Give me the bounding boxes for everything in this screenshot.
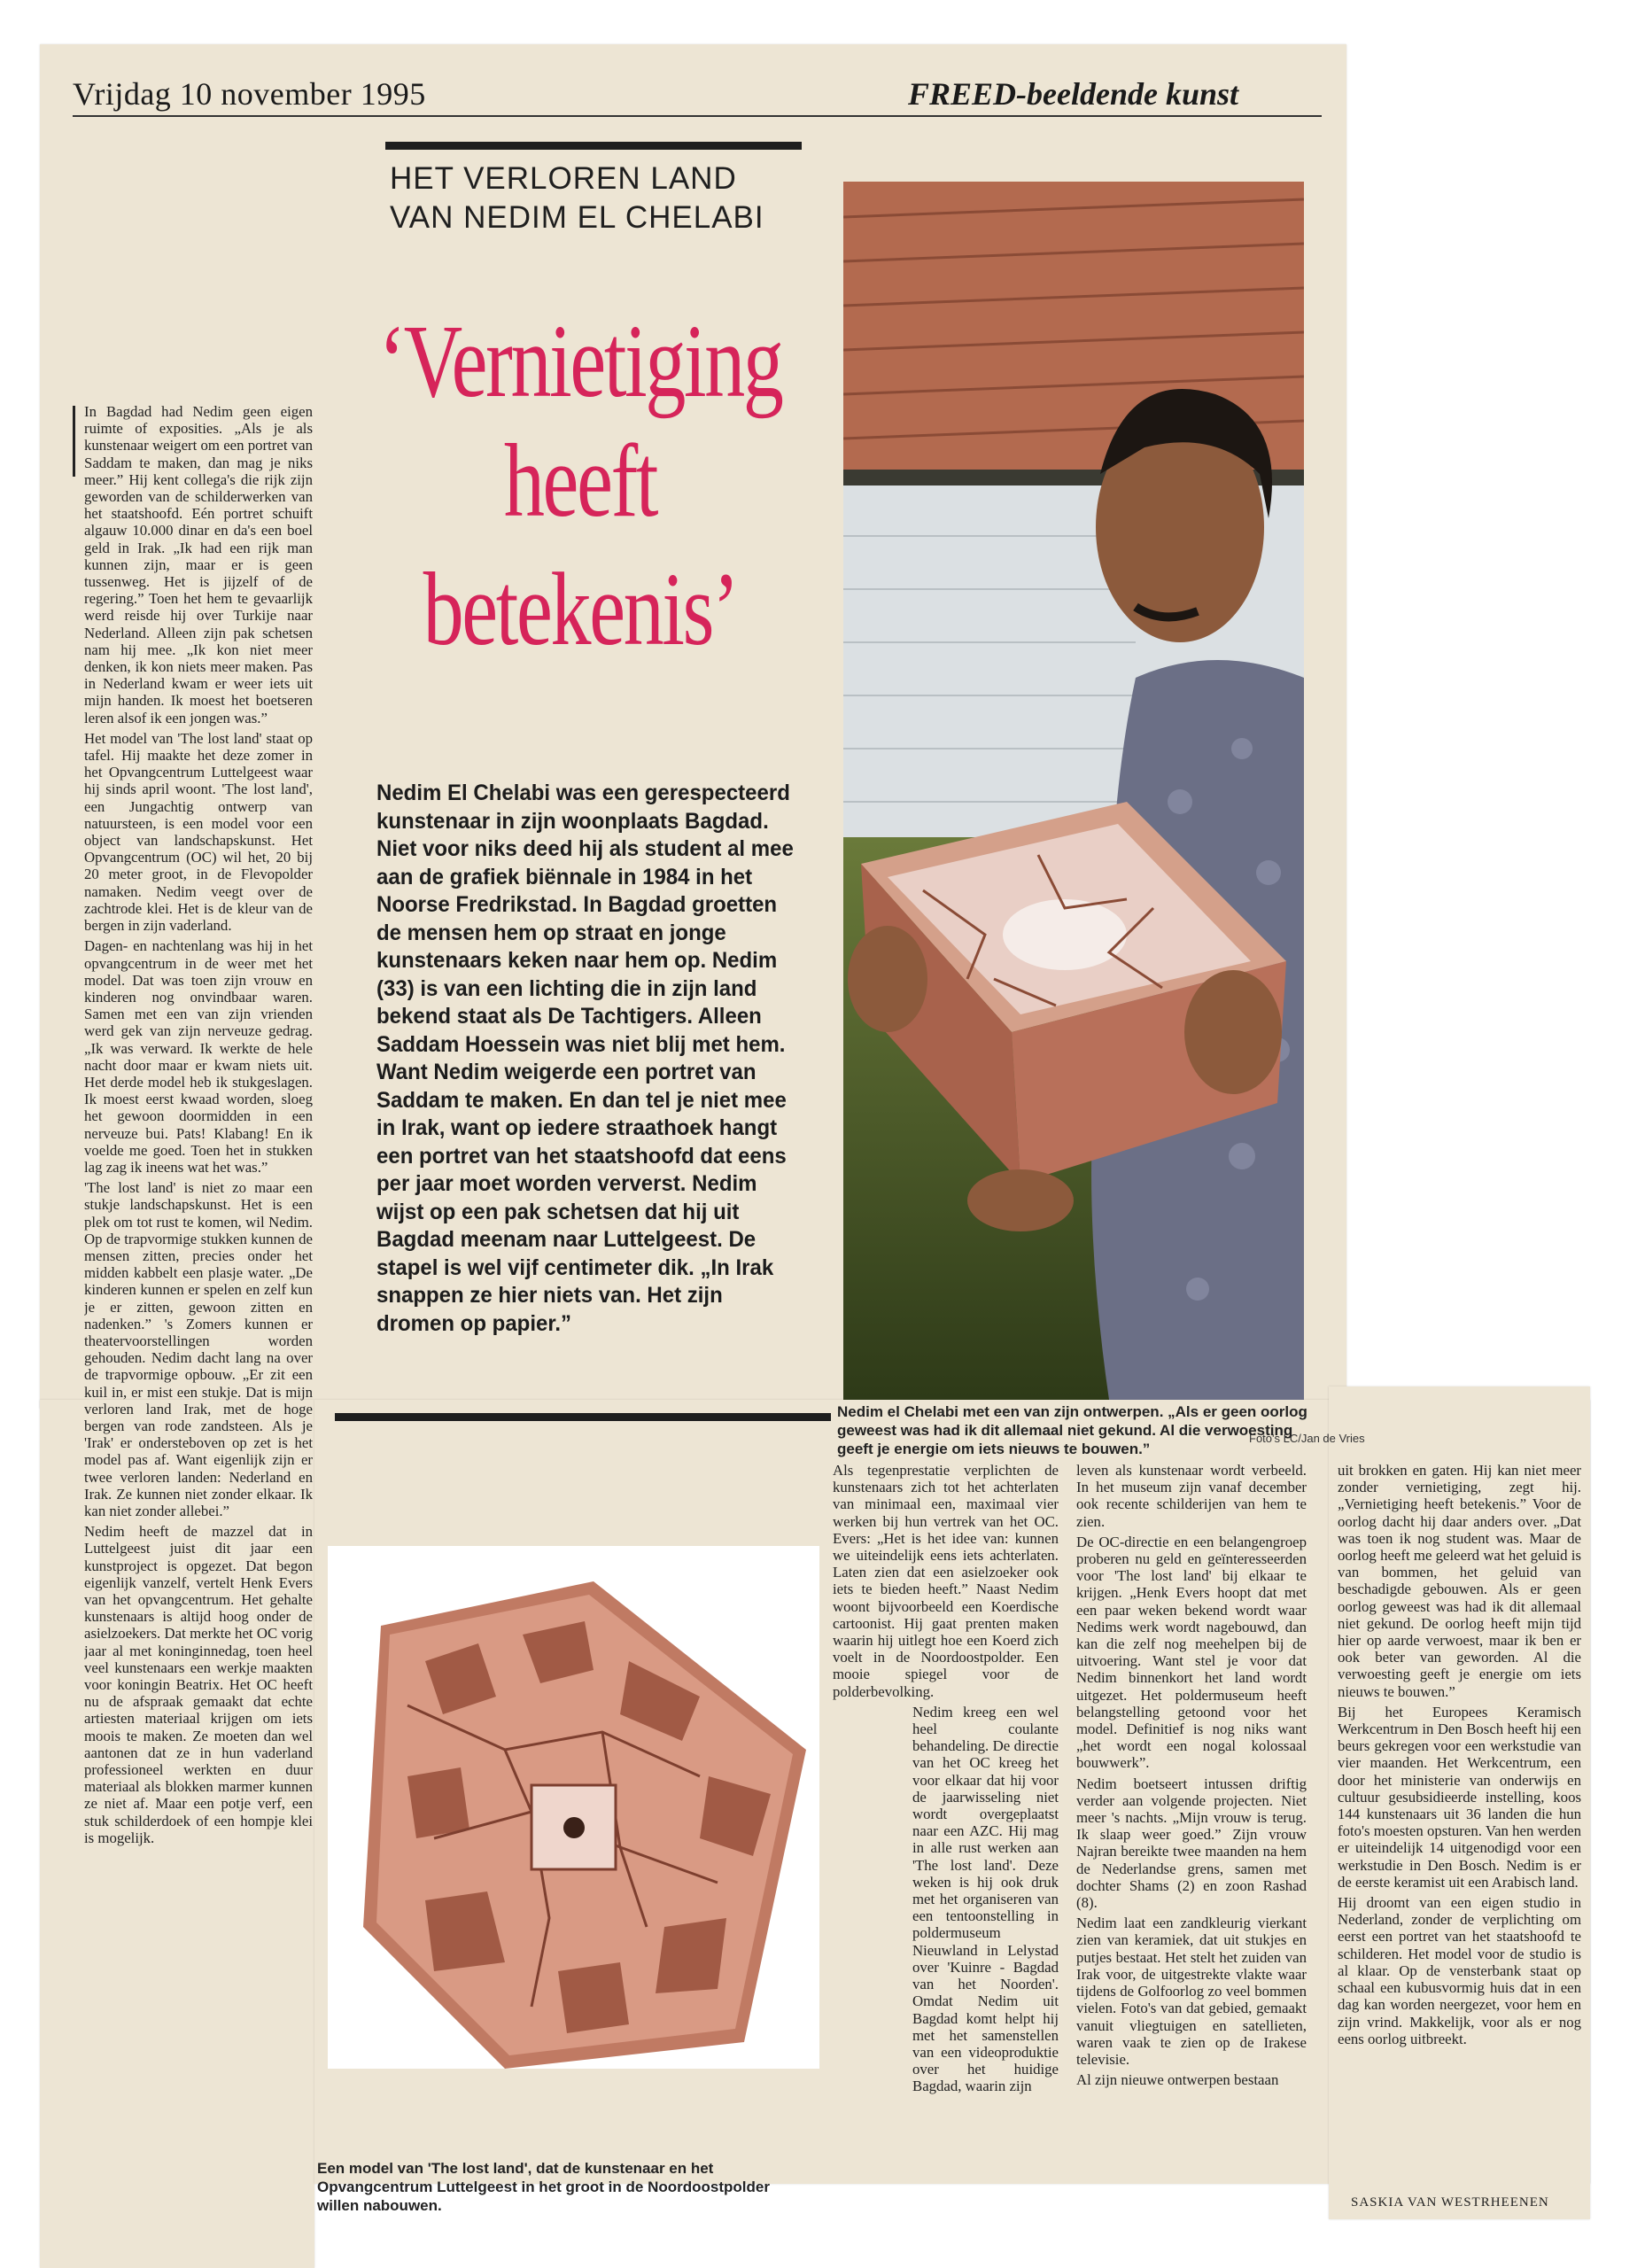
column-rule xyxy=(73,406,75,477)
kicker-line-1: HET VERLOREN LAND xyxy=(390,161,737,196)
paragraph: Hij droomt van een eigen studio in Nederland, zonder de verplichting om eerst een portret van het staatshoofd te schilderen. Het model voor de studio is al klaar. Op de vensterbank staat op schaal een kubusvormig huis dat in een dag kan worden neergezet, voor hem en zijn vrind. Makkelijk, voor als er nog eens oorlog uitbreekt. xyxy=(1338,1894,1581,2047)
photo-model-illustration xyxy=(328,1546,819,2069)
intro-paragraph: Nedim El Chelabi was een gerespecteerd kunstenaar in zijn woonplaats Bagdad. Niet voor niks deed hij als student al mee aan de grafiek biënnale in 1984 in het Noorse Fredrikstad. In Bagdad groetten de mensen hem op straat en jonge kunstenaars keken naar hem op. Nedim (33) is van een lichting die in zijn land bekend staat als De Tachtigers. Alleen Saddam Hoessein was niet blij met hem. Want Nedim weigerde een portret van Saddam te maken. En dan tel je niet mee in Irak, want op iedere straathoek hangt een portret van het staatshoofd dat eens per jaar moet worden ververst. Nedim wijst op een pak schetsen dat hij uit Bagdad meenam naar Luttelgeest. De stapel is wel vijf centimeter dik. „In Irak snappen ze hier niets van. Het zijn dromen op papier.” xyxy=(376,781,794,1336)
photo-credit: Foto's LC/Jan de Vries xyxy=(1249,1432,1365,1445)
photo-artist-illustration xyxy=(843,182,1304,1400)
headline-line-2: heeft xyxy=(503,423,657,539)
kicker-line-2: VAN NEDIM EL CHELABI xyxy=(390,200,764,235)
paragraph: De OC-directie en een belangengroep proberen nu geld en geïnteresseerden voor 'The lost land' bij elkaar te krijgen. „Henk Evers hoopt dat met een paar weken bekend wordt waar Nedims werk wordt nagebouwd, dan kan die zelf nog meehelpen bij de uitvoering. Want stel je voor dat Nedim binnenkort het land wordt uitgezet. Het poldermuseum heeft belangstelling getoond voor het model. Definitief is nog niks want „het wordt een nogal kolossaal bouwwerk”. xyxy=(1076,1533,1307,1772)
paragraph: Dagen- en nachtenlang was hij in het opvangcentrum in de weer met het model. Dat was toen zijn vrouw en kinderen nog onvindbaar waren. Samen met een van zijn vrienden werd gek van zijn nerveuze gedrag. „Ik was verward. Ik werkte de hele nacht door maar er kwam niets uit. Het derde model heb ik stukgeslagen. Ik moest eerst kwaad worden, sloeg het gewoon doormidden in een nerveuze bui. Pats! Klabang! En ik voelde me goed. Toen het in stukken lag zag ik ineens wat het was.” xyxy=(84,937,313,1176)
paragraph: In Bagdad had Nedim geen eigen ruimte of exposities. „Als je als kunstenaar weigert om een portret van Saddam te maken, dan mag je niks meer.” Hij kent collega's die rijk zijn geworden van de schilderwerken van het staatshoofd. Eén portret schuift algauw 10.000 dinar en da's een boel geld in Irak. „Ik had een rijk man kunnen zijn, maar er is geen tussenweg. Het is jijzelf of de regering.” Toen het hem te gevaarlijk werd reisde hij over Turkije naar Nederland. Alleen zijn pak schetsen nam hij mee. „Ik kon niet meer denken, ik kon niets meer maken. Pas in Nederland kwam er weer iets uit mijn handen. Ik moest het boetseren leren alsof ik een jongen was.” xyxy=(84,403,313,726)
section-rest: -beeldende kunst xyxy=(1016,76,1239,112)
masthead-rule xyxy=(73,115,1322,117)
paragraph: Nedim boetseert intussen driftig verder aan volgende projecten. Niet meer 's nachts. „Mijn vrouw is terug. Ik slaap weer goed.” Zijn vrouw Najran bereikte twee maanden na hem de Nederlandse grens, samen met dochter Shams (2) en zoon Rashad (8). xyxy=(1076,1775,1307,1912)
photo-artist-caption: Nedim el Chelabi met een van zijn ontwerpen. „Als er geen oorlog geweest was had ik dit allemaal niet gekund. Al die verwoesting geeft je energie om iets nieuws te bouwen.” xyxy=(837,1403,1307,1457)
paragraph: Al zijn nieuwe ontwerpen bestaan xyxy=(1076,2071,1279,2089)
kicker-bar xyxy=(385,142,802,150)
article-column-3 xyxy=(1076,1462,1307,2224)
paragraph: Als tegenprestatie verplichten de kunstenaars zich tot het achterlaten van minimaal een, maximaal vier werken bij hun vertrek van het OC. Evers: „Het is het idee van: kunnen we uiteindelijk eens iets achterlaten. Laten zien dat een asielzoeker ook iets te bieden heeft.” Naast Nedim woont bijvoorbeeld een Koerdische cartoonist. Hij gaat prenten maken waarin hij uitlegt hoe een Koerd zich voelt in de Noordoostpolder. Een mooie spiegel voor de polderbevolking. xyxy=(833,1462,1059,1700)
section-title xyxy=(908,75,1238,113)
byline: SASKIA VAN WESTRHEENEN xyxy=(1351,2195,1549,2210)
dateline: Vrijdag 10 november 1995 xyxy=(73,76,426,112)
paragraph: Nedim heeft de mazzel dat in Luttelgeest juist dit jaar een kunstproject is opgezet. Dat begon eigenlijk vanzelf, vertelt Henk Evers van het opvangcentrum. Het gehalte kunstenaars is altijd hoog onder de asielzoekers. Dat merkte het OC vorig jaar al met koninginnedag, toen heel veel kunstenaars een werkje maakten voor koningin Beatrix. Het OC heeft nu de afspraak gemaakt dat echte artiesten materiaal krijgen om iets moois te maken. Ze moeten dan wel aantonen dat ze in hun vaderland professioneel werkten en duur materiaal als blokken marmer kunnen ze niet af. Maar een potje verf, een stuk schilderdoek of een hompje klei is mogelijk. xyxy=(84,1523,313,1846)
article-column-2 xyxy=(833,1462,1059,2215)
paragraph: Nedim kreeg een wel heel coulante behandeling. De directie van het OC kreeg het voor elkaar dat hij voor de jaarwisseling niet wordt overgeplaatst naar een AZC. Hij mag in alle rust werken aan 'The lost land'. Deze weken is hij ook druk met het organiseren van een tentoonstelling in poldermuseum Nieuwland in Lelystad over 'Kuinre - Bagdad van het Noorden'. Omdat Nedim uit Bagdad komt helpt hij met het samenstellen van een videoproduktie over het huidige Bagdad, waarin zijn xyxy=(912,1703,1059,2095)
photo-model-caption: Een model van 'The lost land', dat de kunstenaar en het Opvangcentrum Luttelgeest in het groot in de Noordoostpolder willen nabouwen. xyxy=(317,2160,770,2214)
intro-rule xyxy=(335,1413,831,1421)
paragraph: leven als kunstenaar wordt verbeeld. In het museum zijn vanaf december ook recente schilderijen van hem te zien. xyxy=(1076,1462,1307,1530)
paragraph: Nedim laat een zandkleurig vierkant zien van keramiek, dat uit stukjes en putjes bestaat. Het stelt het zuiden van Irak voor, de uitgestrekte vlakte waar tijdens de Golfoorlog zo veel bommen vielen. Foto's van dat gebied, gemaakt vanuit vliegtuigen en satellieten, waren vaak te zien op de Irakese televisie. xyxy=(1076,1915,1307,2068)
paragraph: Het model van 'The lost land' staat op tafel. Hij maakte het deze zomer in het Opvangcentrum Luttelgeest waar hij sinds april woont. 'The lost land', een Jungachtig ontwerp van natuursteen, is een model voor een object van landschapskunst. Het Opvangcentrum (OC) wil het, 20 bij 20 meter groot, in de Flevopolder namaken. Nedim veegt over de zachtrode klei. Het is de kleur van de bergen in zijn vaderland. xyxy=(84,729,313,935)
section-lead: FREED xyxy=(908,76,1017,112)
photo-artist xyxy=(843,182,1304,1400)
headline-line-1: ‘Vernietiging xyxy=(378,303,782,419)
paragraph: 'The lost land' is niet zo maar een stukje landschapskunst. Het is een plek om tot rust te komen, wil Nedim. Op de trapvormige stukken kunnen de mensen zitten, precies onder het midden kabbelt een plasje water. „De kinderen kunnen er spelen en zelf kun je er zitten, gewoon zitten en nadenken.” 's Zomers kunnen er theatervoorstellingen worden gehouden. Nedim dacht lang na over de trapvormige opbouw. „Er zit een kuil in, er mist een stukje. Dat is mijn verloren land Irak, met de hoge bergen van rode zandsteen. Als je 'Irak' er ondersteboven op zet is het model pas af. Want eigenlijk zijn er twee verloren landen: Nederland en Irak. Ze kunnen niet zonder elkaar. Ik kan niet zonder allebei.” xyxy=(84,1179,313,1519)
paragraph: uit brokken en gaten. Hij kan niet meer zonder vernietiging, zegt hij. „Vernietiging heeft betekenis.” Voor de oorlog dacht hij daar anders over. „Dat was toen ik nog student was. Maar de oorlog heeft me geleerd wat het geluid is van bommen, het geluid van beschadigde gebouwen. Als er geen oorlog geweest was had ik dit allemaal niet gekund. De oorlog heeft mijn tijd hier op aarde verwoest, maar ik ben er ook beter van geworden. Al die verwoesting geeft je energie om iets nieuws te bouwen.” xyxy=(1338,1462,1581,1700)
photo-model xyxy=(328,1546,819,2069)
headline-line-3: betekenis’ xyxy=(423,551,738,667)
article-column-1 xyxy=(84,403,313,2268)
paragraph: Bij het Europees Keramisch Werkcentrum in Den Bosch heeft hij een beurs gekregen voor een werkstudie van vier maanden. Het Werkcentrum, een door het ministerie van onderwijs en cultuur gesubsidieerde instelling, koos 144 kunstenaars uit 36 landen die hun foto's moesten opsturen. Van hen werden er uiteindelijk 14 uitgenodigd voor een werkstudie in Den Bosch. Nedim is er de eerste keramist uit een Arabisch land. xyxy=(1338,1703,1581,1891)
article-column-4 xyxy=(1338,1462,1581,2184)
